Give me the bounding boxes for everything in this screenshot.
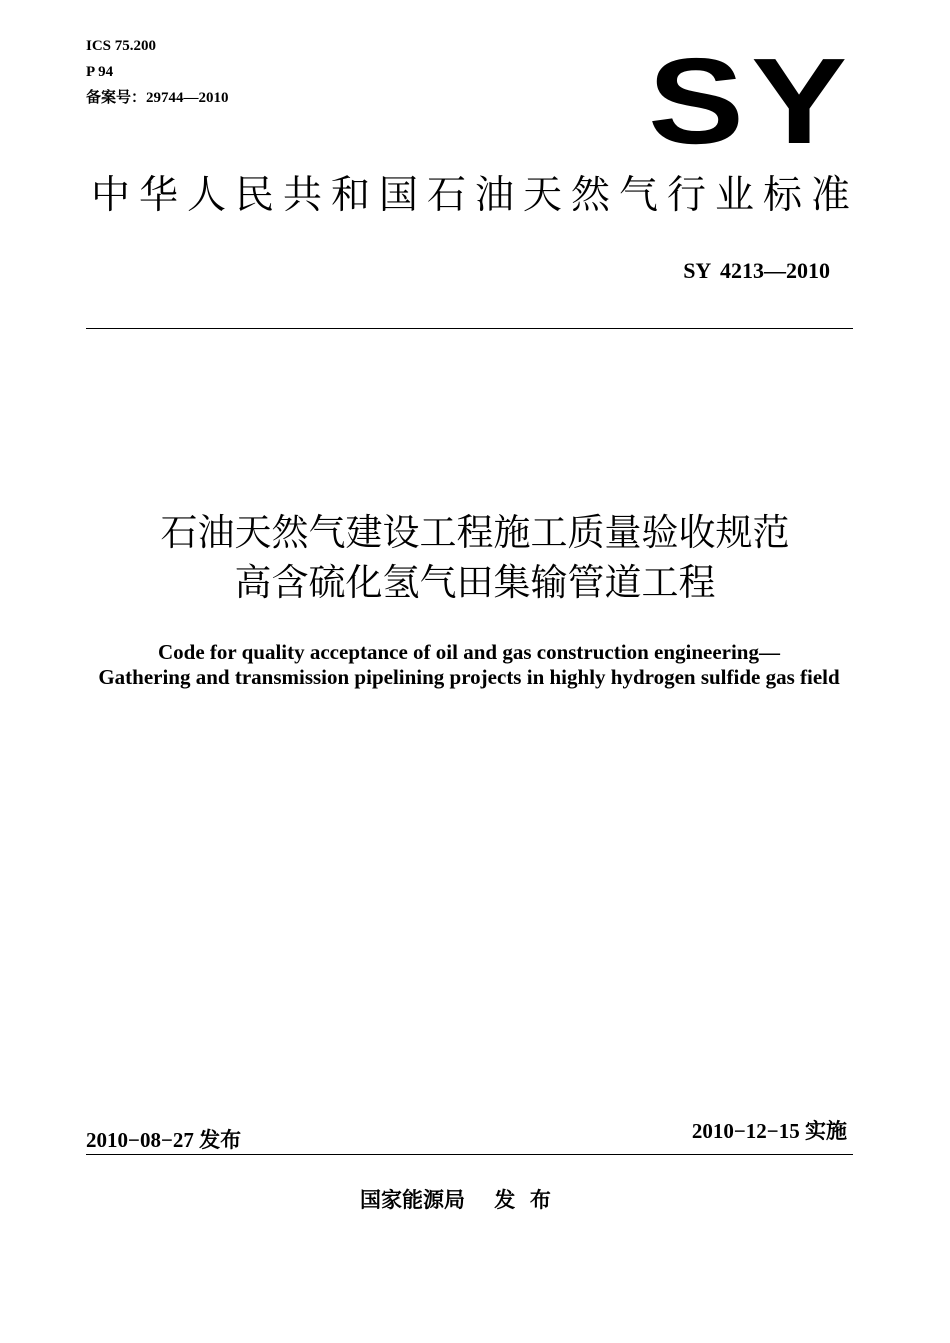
- document-metadata: [86, 33, 229, 111]
- top-divider: [86, 328, 853, 329]
- chinese-title: [0, 508, 950, 608]
- chinese-title-line-2: 高含硫化氢气田集输管道工程: [234, 561, 716, 604]
- english-title: [0, 640, 938, 690]
- chinese-title-line-1: 石油天然气建设工程施工质量验收规范: [160, 511, 790, 554]
- classification-code: P 94: [86, 64, 114, 80]
- standard-code: SY 4213—2010: [683, 258, 830, 283]
- sy-logo: SY: [648, 33, 855, 169]
- issue-date: 2010−08−27 发布: [86, 1128, 242, 1152]
- implementation-date: 2010−12−15 实施: [691, 1119, 847, 1143]
- record-number: 备案号：29744—2010: [86, 90, 229, 106]
- english-title-line-1: Code for quality acceptance of oil and gas construction engineering—: [157, 640, 780, 664]
- ics-code: ICS 75.200: [86, 38, 157, 54]
- english-title-line-2: Gathering and transmission pipelining projects in highly hydrogen sulfide gas field: [98, 665, 840, 689]
- issuing-authority: 国家能源局 发 布: [360, 1188, 551, 1212]
- standard-category-title: 中华人民共和国石油天然气行业标准: [90, 173, 859, 218]
- bottom-divider: [86, 1154, 853, 1155]
